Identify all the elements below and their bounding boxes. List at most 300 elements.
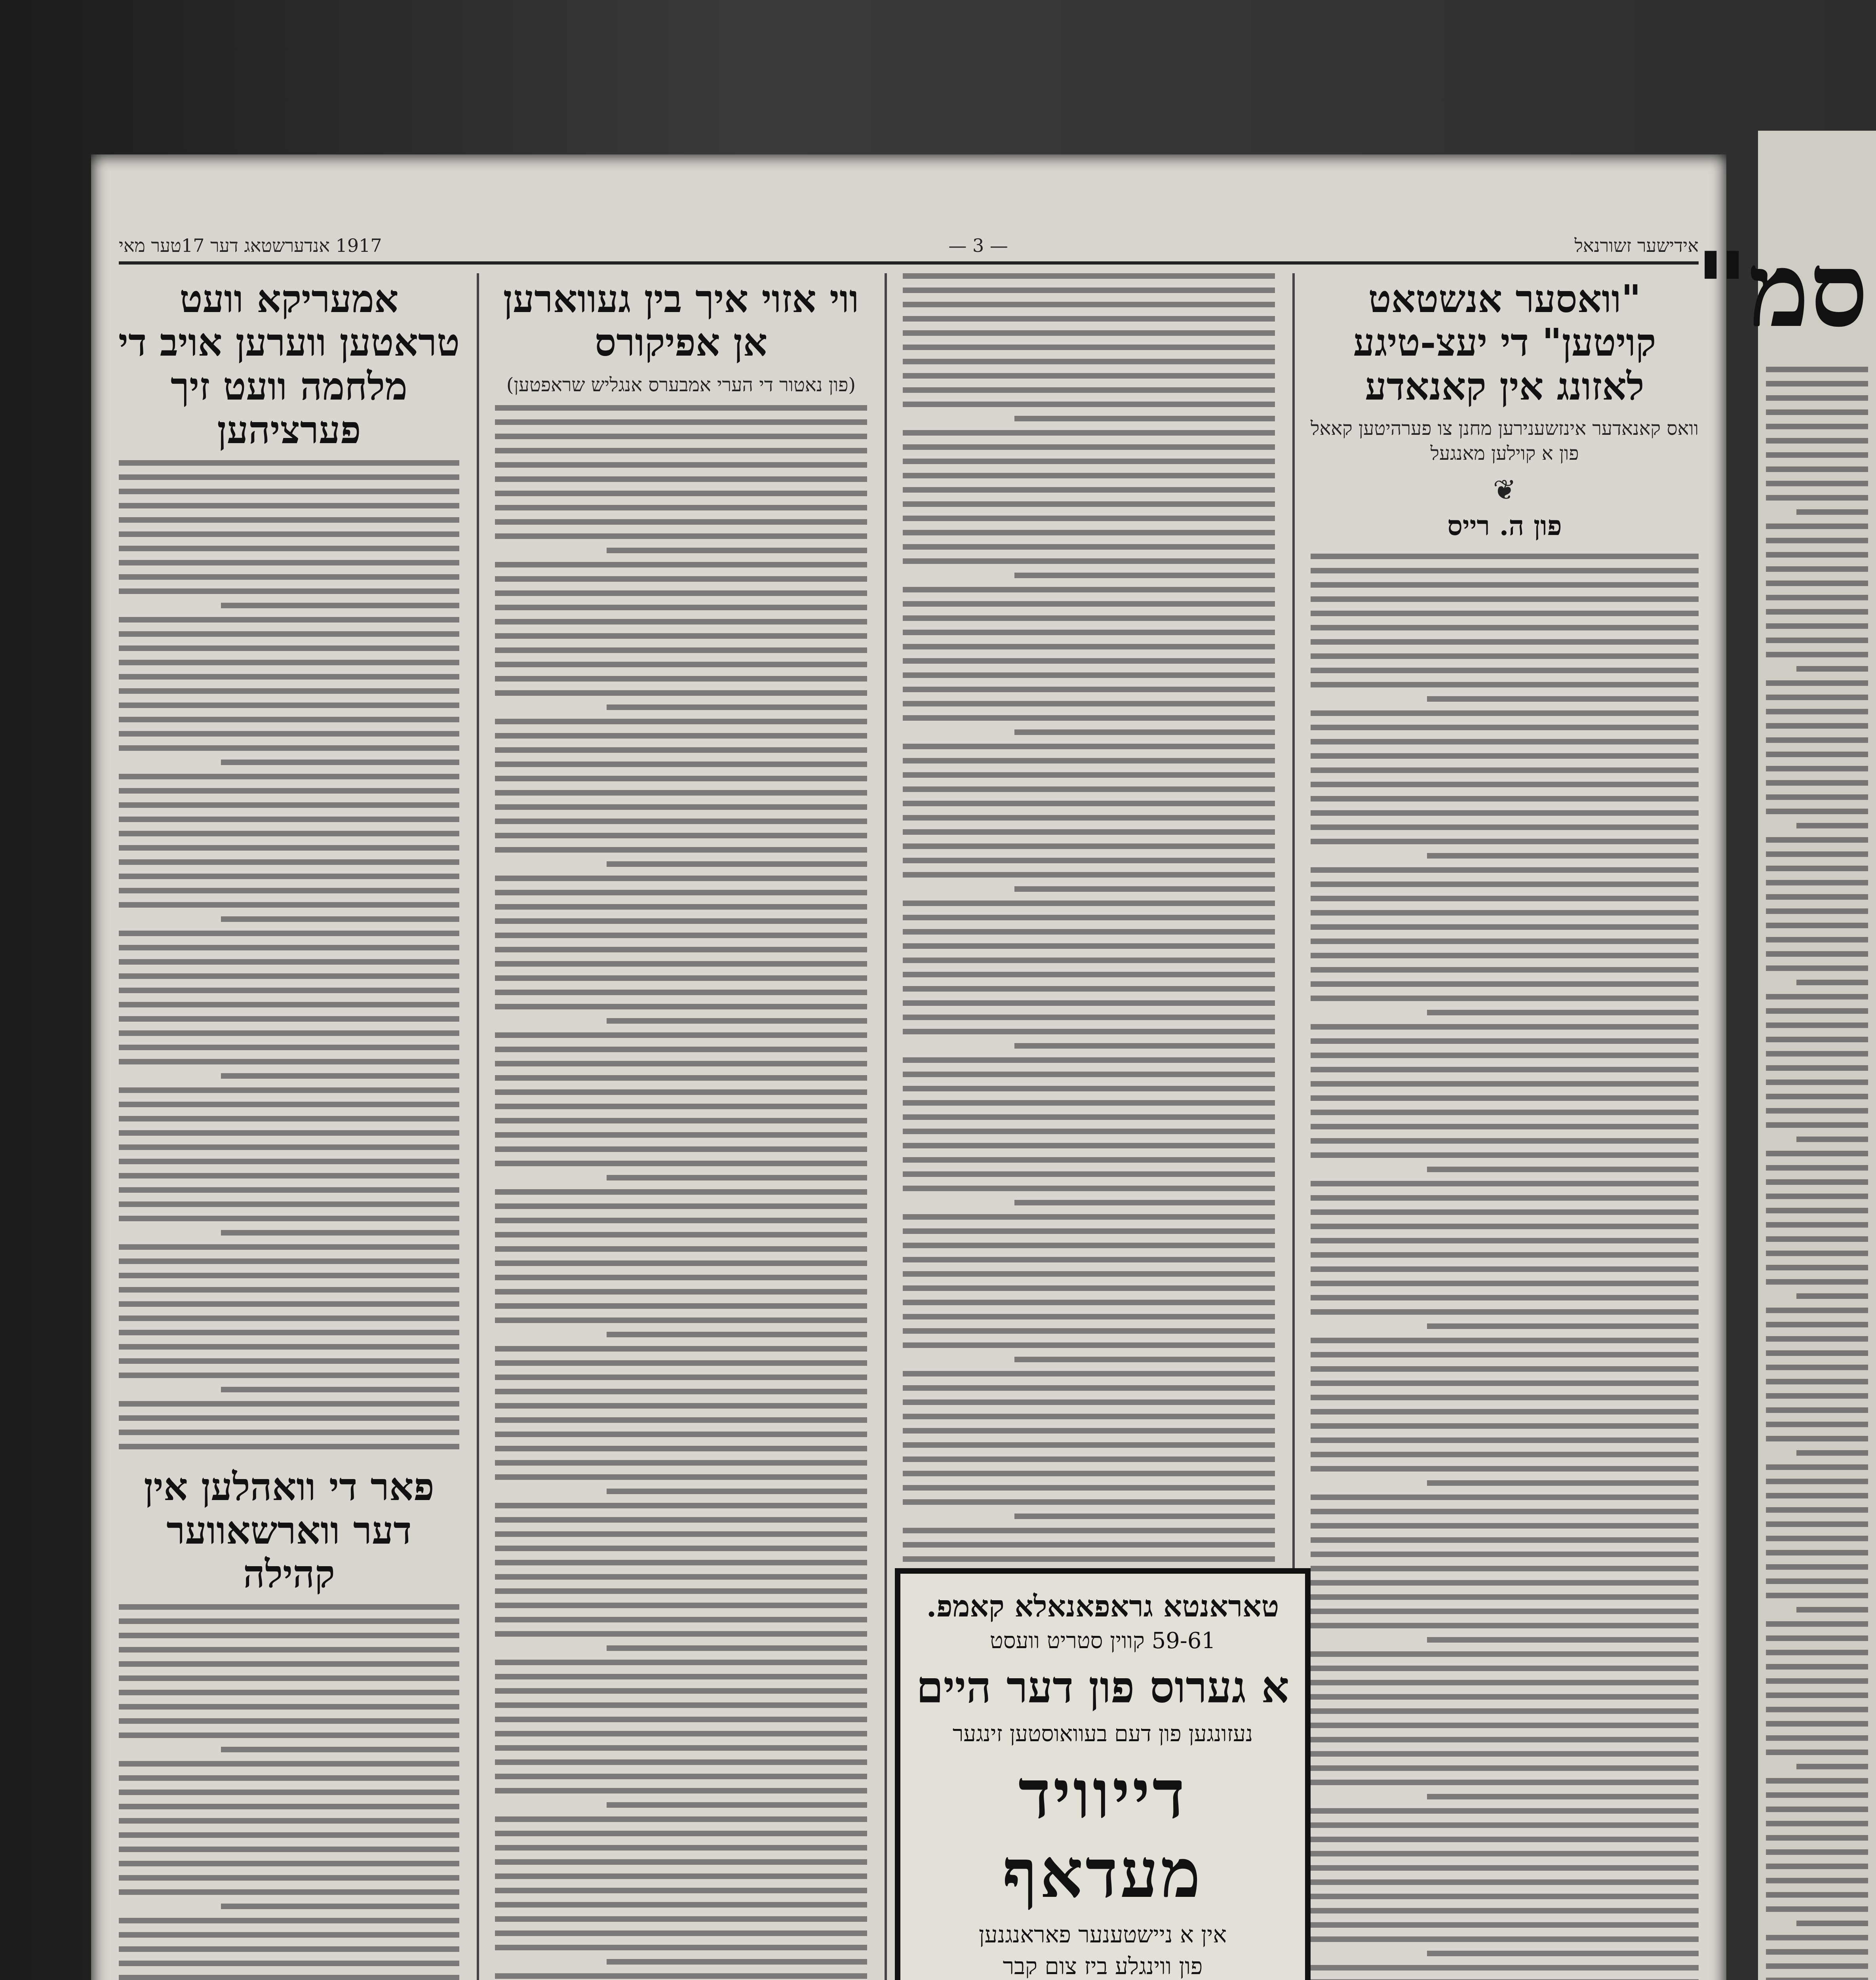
text-line xyxy=(119,1358,459,1364)
text-line xyxy=(1311,1808,1699,1814)
text-line xyxy=(903,1257,1275,1262)
text-line xyxy=(495,476,867,482)
text-line xyxy=(221,1230,459,1236)
text-line xyxy=(1766,1650,1868,1655)
text-line xyxy=(495,1161,867,1166)
text-line xyxy=(903,1314,1275,1319)
article-1-subhead: וואס קאנאדער אינזשענירען מחנן צו פערהיטען קאאל פון א קוילען מאנגעל xyxy=(1310,417,1699,465)
text-line xyxy=(903,1015,1275,1020)
text-line xyxy=(119,1961,459,1966)
text-line xyxy=(903,402,1275,407)
text-line xyxy=(903,1371,1275,1376)
text-line xyxy=(1311,568,1699,573)
text-line xyxy=(1311,611,1699,616)
text-line xyxy=(119,1818,459,1824)
ad-subline: נעזונגען פון דעם בעוואוסטען זינגער xyxy=(952,1721,1253,1747)
text-line xyxy=(1311,1894,1699,1899)
text-line xyxy=(1766,1693,1868,1698)
text-line xyxy=(903,1072,1275,1077)
text-line xyxy=(1311,1908,1699,1913)
text-line xyxy=(1311,1723,1699,1728)
text-line xyxy=(1427,1167,1699,1172)
text-line xyxy=(119,1647,459,1653)
text-line xyxy=(903,901,1275,906)
article-3-body xyxy=(107,460,471,1449)
article-1-headline: "וואסער אנשטאט קויטען" די יעצ-טיגע לאזונג אין קאנאדע xyxy=(1353,276,1656,409)
text-line xyxy=(495,1004,867,1009)
text-line xyxy=(1766,1251,1868,1256)
text-line xyxy=(1766,424,1868,429)
text-line xyxy=(903,1057,1275,1063)
text-line xyxy=(1311,1651,1699,1657)
text-line xyxy=(1766,1578,1868,1584)
text-line xyxy=(1766,566,1868,572)
text-line xyxy=(903,1471,1275,1476)
text-line xyxy=(1766,466,1868,472)
text-line xyxy=(1766,1051,1868,1057)
text-line xyxy=(1766,1122,1868,1128)
text-line xyxy=(1311,1566,1699,1571)
text-line xyxy=(903,273,1275,279)
article-1-body xyxy=(1299,554,1710,1980)
text-line xyxy=(119,1832,459,1838)
text-line xyxy=(1311,739,1699,744)
text-line xyxy=(903,715,1275,721)
text-line xyxy=(1311,767,1699,773)
text-line xyxy=(119,1804,459,1809)
text-line xyxy=(903,858,1275,863)
text-line xyxy=(903,758,1275,763)
text-line xyxy=(119,617,459,623)
text-line xyxy=(119,874,459,879)
text-line xyxy=(903,1485,1275,1491)
text-line xyxy=(495,505,867,510)
text-line xyxy=(119,517,459,523)
text-line xyxy=(1766,1593,1868,1598)
text-line xyxy=(1311,1765,1699,1771)
text-line xyxy=(1766,1906,1868,1912)
text-line xyxy=(1766,1664,1868,1670)
text-line xyxy=(1796,1607,1868,1613)
text-line xyxy=(1766,780,1868,786)
text-line xyxy=(903,1000,1275,1006)
text-line xyxy=(1766,1094,1868,1099)
text-line xyxy=(1427,1480,1699,1486)
text-line xyxy=(903,744,1275,749)
text-line xyxy=(1766,680,1868,686)
text-line xyxy=(1311,1238,1699,1243)
text-line xyxy=(495,1403,867,1409)
text-line xyxy=(495,1560,867,1565)
text-line xyxy=(1311,1181,1699,1186)
text-line xyxy=(495,633,867,639)
text-line xyxy=(1766,937,1868,942)
text-line xyxy=(1766,1222,1868,1228)
text-line xyxy=(495,1303,867,1309)
text-line xyxy=(495,1260,867,1266)
text-line xyxy=(1311,824,1699,830)
text-line xyxy=(221,1387,459,1392)
text-line xyxy=(1796,1921,1868,1926)
text-line xyxy=(1311,1865,1699,1871)
text-line xyxy=(1014,1043,1275,1049)
text-line xyxy=(1796,1450,1868,1456)
text-line xyxy=(495,619,867,624)
text-line xyxy=(119,745,459,751)
text-line xyxy=(119,703,459,708)
text-line xyxy=(495,961,867,967)
text-line xyxy=(1311,1751,1699,1757)
text-line xyxy=(495,491,867,496)
text-line xyxy=(495,1317,867,1323)
text-line xyxy=(1014,1514,1275,1519)
text-line xyxy=(1766,481,1868,486)
text-line xyxy=(1766,395,1868,401)
text-line xyxy=(1766,1550,1868,1555)
text-line xyxy=(903,1385,1275,1391)
text-line xyxy=(903,1556,1275,1562)
text-line xyxy=(119,1661,459,1667)
text-line xyxy=(495,1617,867,1622)
text-line xyxy=(903,1157,1275,1163)
text-line xyxy=(119,1761,459,1767)
text-line xyxy=(119,1130,459,1136)
newspaper-page xyxy=(91,154,1726,1980)
text-line xyxy=(903,786,1275,792)
text-line xyxy=(1311,1437,1699,1443)
text-line xyxy=(495,1146,867,1152)
text-line xyxy=(903,630,1275,635)
text-line xyxy=(1766,1065,1868,1071)
text-line xyxy=(1311,1395,1699,1400)
text-line xyxy=(119,645,459,651)
text-line xyxy=(903,1271,1275,1277)
text-line xyxy=(1766,638,1868,643)
text-line xyxy=(119,1116,459,1121)
text-line xyxy=(1311,967,1699,973)
text-line xyxy=(1311,1851,1699,1856)
text-line xyxy=(1311,1423,1699,1429)
text-line xyxy=(903,1114,1275,1120)
text-line xyxy=(1311,1879,1699,1885)
text-line xyxy=(495,933,867,938)
text-line xyxy=(1311,981,1699,987)
text-line xyxy=(1311,710,1699,716)
text-line xyxy=(1311,554,1699,559)
text-line xyxy=(119,1775,459,1781)
text-line xyxy=(1766,752,1868,757)
ad-singer-name: דייוויד מעדאף xyxy=(1003,1755,1203,1913)
text-line xyxy=(119,802,459,808)
text-line xyxy=(495,1631,867,1637)
text-line xyxy=(1766,837,1868,843)
text-line xyxy=(607,1802,867,1808)
text-line xyxy=(119,474,459,480)
text-line xyxy=(1766,524,1868,529)
text-line xyxy=(903,615,1275,621)
text-line xyxy=(119,1187,459,1193)
text-line xyxy=(119,945,459,950)
text-line xyxy=(495,747,867,753)
text-line xyxy=(1311,939,1699,944)
text-line xyxy=(903,1186,1275,1191)
text-line xyxy=(1427,1794,1699,1799)
text-line xyxy=(903,772,1275,778)
text-line xyxy=(1766,1978,1868,1980)
text-line xyxy=(903,644,1275,649)
text-line xyxy=(1311,1737,1699,1742)
text-line xyxy=(903,1442,1275,1448)
text-line xyxy=(1766,1379,1868,1384)
text-line xyxy=(119,1102,459,1107)
text-line xyxy=(119,1216,459,1221)
text-line xyxy=(1766,1365,1868,1370)
text-line xyxy=(1014,573,1275,578)
text-line xyxy=(1311,867,1699,873)
text-line xyxy=(1311,1552,1699,1557)
text-line xyxy=(119,1675,459,1681)
text-line xyxy=(495,804,867,810)
text-line xyxy=(1766,908,1868,914)
text-line xyxy=(903,1086,1275,1091)
text-line xyxy=(1766,723,1868,729)
text-line xyxy=(495,1574,867,1580)
text-line xyxy=(1311,1452,1699,1457)
text-line xyxy=(1311,1081,1699,1087)
text-line xyxy=(1766,1507,1868,1513)
text-line xyxy=(119,631,459,637)
text-line xyxy=(1311,1266,1699,1272)
text-line xyxy=(119,1045,459,1050)
text-line xyxy=(495,1132,867,1138)
text-line xyxy=(1766,866,1868,871)
text-line xyxy=(1766,1963,1868,1969)
text-line xyxy=(1427,1951,1699,1956)
text-line xyxy=(1766,623,1868,629)
text-line xyxy=(495,1503,867,1508)
text-line xyxy=(119,1330,459,1335)
text-line xyxy=(495,562,867,567)
text-line xyxy=(1766,1393,1868,1399)
text-line xyxy=(1766,1037,1868,1042)
text-line xyxy=(903,501,1275,507)
text-line xyxy=(1766,1022,1868,1028)
text-line xyxy=(607,1645,867,1651)
text-line xyxy=(607,861,867,867)
text-line xyxy=(903,359,1275,364)
text-line xyxy=(495,1218,867,1223)
text-line xyxy=(119,731,459,737)
text-line xyxy=(1766,994,1868,1000)
text-line xyxy=(1766,851,1868,857)
text-line xyxy=(1311,668,1699,673)
text-line xyxy=(1311,1822,1699,1828)
ornament-icon: ❦ xyxy=(1493,473,1516,506)
text-line xyxy=(495,1118,867,1123)
text-line xyxy=(1311,1523,1699,1529)
text-line xyxy=(1311,782,1699,787)
text-line xyxy=(903,872,1275,878)
text-line xyxy=(119,817,459,822)
text-line xyxy=(119,1847,459,1852)
ad-address-hebrew: 59-61 קווין סטריט וועסט xyxy=(989,1628,1216,1654)
text-line xyxy=(1311,1380,1699,1386)
text-line xyxy=(119,460,459,466)
text-line xyxy=(119,973,459,979)
text-line xyxy=(119,489,459,494)
text-line xyxy=(495,1446,867,1451)
text-line xyxy=(119,531,459,537)
text-line xyxy=(495,1888,867,1893)
text-line xyxy=(119,774,459,779)
text-line xyxy=(1766,894,1868,900)
text-line xyxy=(495,1389,867,1394)
text-line xyxy=(607,1959,867,1965)
text-line xyxy=(495,1075,867,1081)
text-line xyxy=(903,587,1275,592)
text-line xyxy=(1766,1350,1868,1356)
text-line xyxy=(495,719,867,724)
text-line xyxy=(903,487,1275,493)
text-line xyxy=(495,690,867,696)
text-line xyxy=(495,419,867,425)
text-line xyxy=(495,890,867,895)
text-line xyxy=(1766,1194,1868,1199)
text-line xyxy=(903,1300,1275,1305)
text-line xyxy=(495,975,867,981)
text-line xyxy=(1014,729,1275,735)
text-line xyxy=(1766,951,1868,957)
text-line xyxy=(1766,1208,1868,1213)
text-line xyxy=(119,1144,459,1150)
text-line xyxy=(495,1930,867,1936)
text-line xyxy=(1766,1721,1868,1727)
text-line xyxy=(1311,896,1699,901)
text-line xyxy=(119,1932,459,1938)
text-line xyxy=(495,776,867,781)
text-line xyxy=(903,972,1275,977)
text-line xyxy=(1766,1750,1868,1755)
text-line xyxy=(1311,810,1699,816)
text-line xyxy=(119,931,459,936)
text-line xyxy=(119,1159,459,1164)
text-line xyxy=(1311,996,1699,1001)
text-line xyxy=(1766,1422,1868,1427)
text-line xyxy=(119,1316,459,1321)
text-line xyxy=(1311,1623,1699,1628)
text-line xyxy=(495,918,867,924)
text-line xyxy=(119,1790,459,1795)
text-line xyxy=(903,829,1275,835)
text-line xyxy=(495,1902,867,1908)
text-line xyxy=(119,574,459,580)
text-line xyxy=(119,988,459,993)
text-line xyxy=(495,1745,867,1751)
ad-company-hebrew: טאראנטא גראפאנאלא קאמפ. xyxy=(926,1590,1279,1624)
text-line xyxy=(1766,595,1868,600)
text-line xyxy=(1311,1837,1699,1842)
text-line xyxy=(1311,1609,1699,1614)
text-line xyxy=(119,902,459,908)
text-line xyxy=(495,1916,867,1922)
text-line xyxy=(1311,1024,1699,1030)
text-line xyxy=(495,1702,867,1708)
text-line xyxy=(495,847,867,853)
text-line xyxy=(221,760,459,765)
text-line xyxy=(903,1100,1275,1106)
text-line xyxy=(903,815,1275,821)
text-line xyxy=(903,929,1275,935)
text-line xyxy=(903,1399,1275,1405)
text-line xyxy=(1766,538,1868,543)
text-line xyxy=(1766,1878,1868,1883)
text-line xyxy=(1311,625,1699,630)
text-line xyxy=(495,990,867,995)
text-line xyxy=(119,959,459,965)
text-line xyxy=(119,1444,459,1449)
text-line xyxy=(119,1030,459,1036)
text-line xyxy=(903,345,1275,350)
text-line xyxy=(1766,652,1868,657)
text-line xyxy=(1311,1594,1699,1600)
text-line xyxy=(903,843,1275,849)
text-line xyxy=(1766,1493,1868,1498)
text-line xyxy=(1311,1366,1699,1372)
text-line xyxy=(495,448,867,453)
text-line xyxy=(1766,1336,1868,1342)
text-line xyxy=(1311,1495,1699,1500)
text-line xyxy=(495,790,867,796)
text-line xyxy=(1311,953,1699,958)
text-line xyxy=(119,717,459,722)
ad-headline: א גערוס פון דער היים xyxy=(916,1662,1289,1713)
text-line xyxy=(1311,653,1699,659)
text-line xyxy=(1766,1678,1868,1684)
text-line xyxy=(495,1831,867,1836)
text-line xyxy=(1014,1200,1275,1205)
article-2-body xyxy=(483,405,879,1980)
text-line xyxy=(1766,794,1868,800)
text-line xyxy=(119,831,459,836)
text-line xyxy=(903,444,1275,450)
adjacent-page-edge xyxy=(1695,131,1876,1980)
text-line xyxy=(903,1528,1275,1533)
text-line xyxy=(903,1171,1275,1177)
text-line xyxy=(495,1232,867,1238)
text-line xyxy=(495,1360,867,1366)
text-line xyxy=(1311,1708,1699,1714)
article-3-headline: אמעריקא וועט טראטען ווערען אויב די מלחמה וועט זיך פערציהען xyxy=(118,276,460,453)
text-line xyxy=(119,1059,459,1064)
text-line xyxy=(495,1047,867,1052)
text-line xyxy=(1766,1265,1868,1270)
text-line xyxy=(495,1032,867,1038)
text-line xyxy=(1766,1835,1868,1841)
text-line xyxy=(903,1143,1275,1148)
text-line xyxy=(495,434,867,439)
text-line xyxy=(1766,409,1868,415)
text-line xyxy=(495,462,867,468)
text-line xyxy=(1766,1635,1868,1641)
text-line xyxy=(1311,725,1699,730)
text-line xyxy=(1311,682,1699,687)
text-line xyxy=(903,544,1275,550)
text-line xyxy=(119,1344,459,1350)
text-line xyxy=(495,1873,867,1879)
text-line xyxy=(119,1604,459,1610)
text-line xyxy=(1311,1352,1699,1357)
text-line xyxy=(119,1087,459,1093)
